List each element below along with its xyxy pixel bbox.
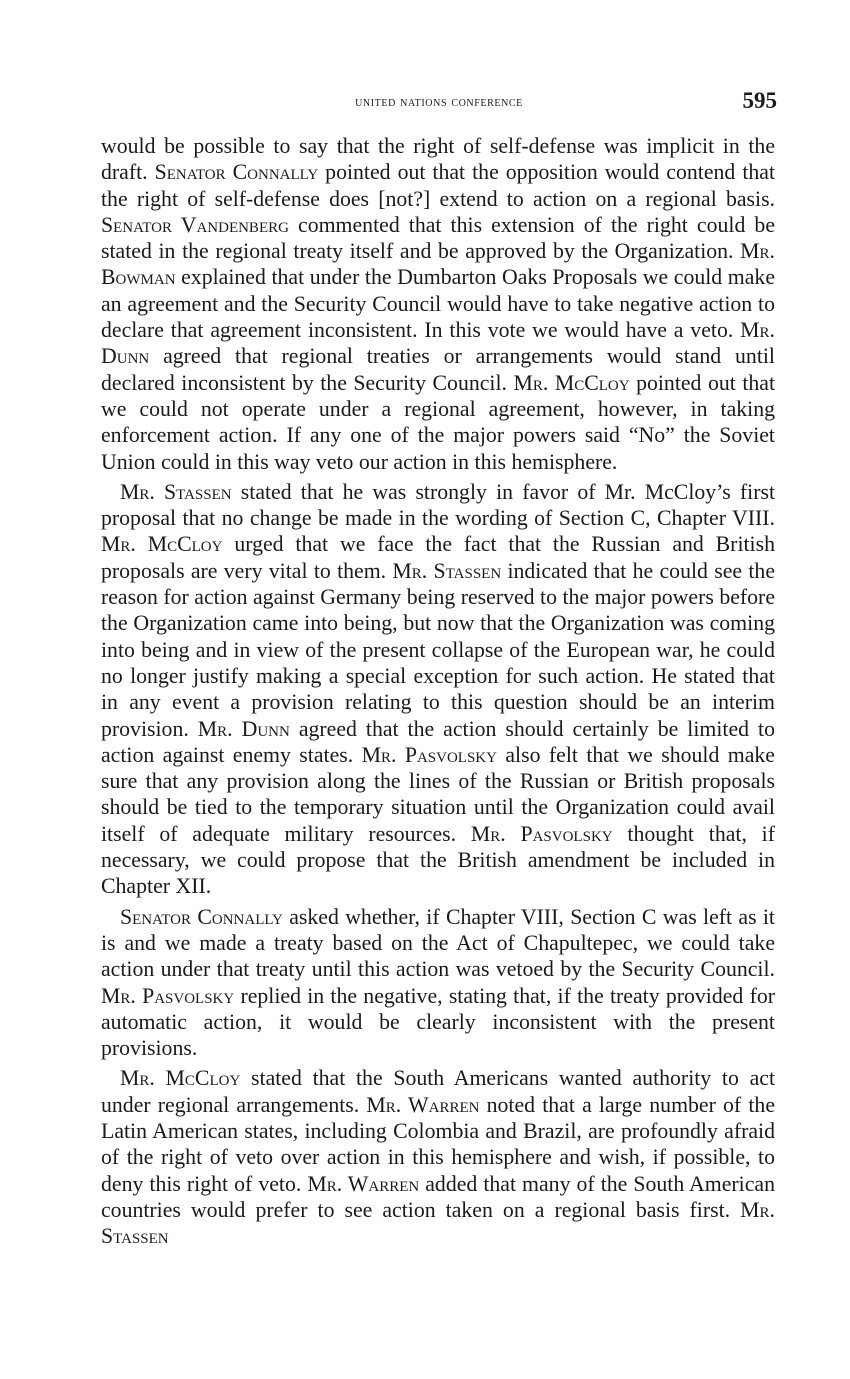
paragraph-text: also felt that we should make sure that any provision along the lines of the Russian or British proposals should be tied to the temporary situation until the Organization could avail itself of adequate military resources. <box>101 742 775 846</box>
speaker-name: Mr. Pasvolsky <box>470 821 613 846</box>
paragraph-text: would be possible to say that the right of self-defense was implicit in the draft. <box>101 134 775 185</box>
paragraph-text: explained that under the Dumbarton Oaks Proposals we could make an agreement and the Security Council would have to take negative action to declare that agreement inconsistent. In this vote we would have a veto. <box>101 265 775 343</box>
speaker-name: Mr. McCloy <box>101 532 223 557</box>
paragraph-text: agreed that regional treaties or arrangements would stand until declared inconsistent by the Security Council. <box>101 344 775 395</box>
speaker-name: Mr. McCloy <box>513 370 630 395</box>
speaker-name: Mr. Stassen <box>101 1197 775 1249</box>
paragraph <box>101 479 775 900</box>
paragraph-text: stated that the South Americans wanted authority to act under regional arrangements. <box>101 1066 775 1117</box>
speaker-name: Senator Connally <box>120 904 283 929</box>
paragraph-text: urged that we face the fact that the Russian and British proposals are very vital to them. <box>101 532 775 583</box>
speaker-name: Mr. Dunn <box>101 318 775 369</box>
page-number: 595 <box>742 88 777 113</box>
paragraph-text: added that many of the South American countries would prefer to see action taken on a regional basis first. <box>101 1171 775 1222</box>
speaker-name: Mr. Stassen <box>120 479 232 504</box>
running-header <box>101 88 777 118</box>
paragraph-text: noted that a large number of the Latin American states, including Colombia and Brazil, are profoundly afraid of the right of veto over action in this hemisphere and wish, if possible, to deny this right of veto. <box>101 1092 775 1196</box>
speaker-name: Mr. Dunn <box>197 716 290 741</box>
speaker-name: Mr. Bowman <box>101 239 775 290</box>
speaker-name: Mr. Pasvolsky <box>101 983 235 1008</box>
paragraph-text: agreed that the action should certainly be limited to action against enemy states. <box>101 716 775 767</box>
paragraph-text: pointed out that the opposition would contend that the right of self-defense does [not?] extend to action on a regional basis. <box>101 160 776 211</box>
paragraph <box>101 133 775 475</box>
body-text <box>101 133 775 1253</box>
paragraph-text: stated that he was strongly in favor of Mr. McCloy’s first proposal that no change be made in the wording of Section C, Chapter VIII. <box>101 479 775 531</box>
paragraph <box>101 1065 775 1249</box>
speaker-name: Mr. Warren <box>366 1092 480 1117</box>
paragraph-text: asked whether, if Chapter VIII, Section C was left as it is and we made a treaty based on the Act of Chapultepec, we could take action under that treaty until this action was vetoed by the Security Council. <box>101 904 775 982</box>
speaker-name: Mr. Pasvolsky <box>361 742 497 767</box>
speaker-name: Mr. McCloy <box>120 1066 241 1091</box>
speaker-name: Senator Vandenberg <box>101 212 289 237</box>
paragraph <box>101 904 775 1062</box>
paragraph-text: replied in the negative, stating that, if the treaty provided for automatic action, it would be clearly inconsistent with the present provisions. <box>101 983 775 1061</box>
speaker-name: Mr. Warren <box>307 1171 420 1196</box>
speaker-name: Senator Connally <box>154 160 319 185</box>
paragraph-text: commented that this extension of the right could be stated in the regional treaty itself and be approved by the Organization. <box>101 212 775 264</box>
running-title: united nations conference <box>355 94 523 110</box>
speaker-name: Mr. Stassen <box>392 558 502 583</box>
paragraph-text: pointed out that we could not operate under a regional agreement, however, in taking enforcement action. If any one of the major powers said “No” the Soviet Union could in this way veto our action in this hemisphere. <box>101 370 775 474</box>
paragraph-text: indicated that he could see the reason for action against Germany being reserved to the major powers before the Organization came into being, but now that the Organization was coming into being and in view of the present collapse of the European war, he could no longer justify making a special exception for such action. He stated that in any event a provision relating to this question should be an interim provision. <box>101 558 775 741</box>
paragraph-text: thought that, if necessary, we could propose that the British amendment be included in Chapter XII. <box>101 821 775 899</box>
